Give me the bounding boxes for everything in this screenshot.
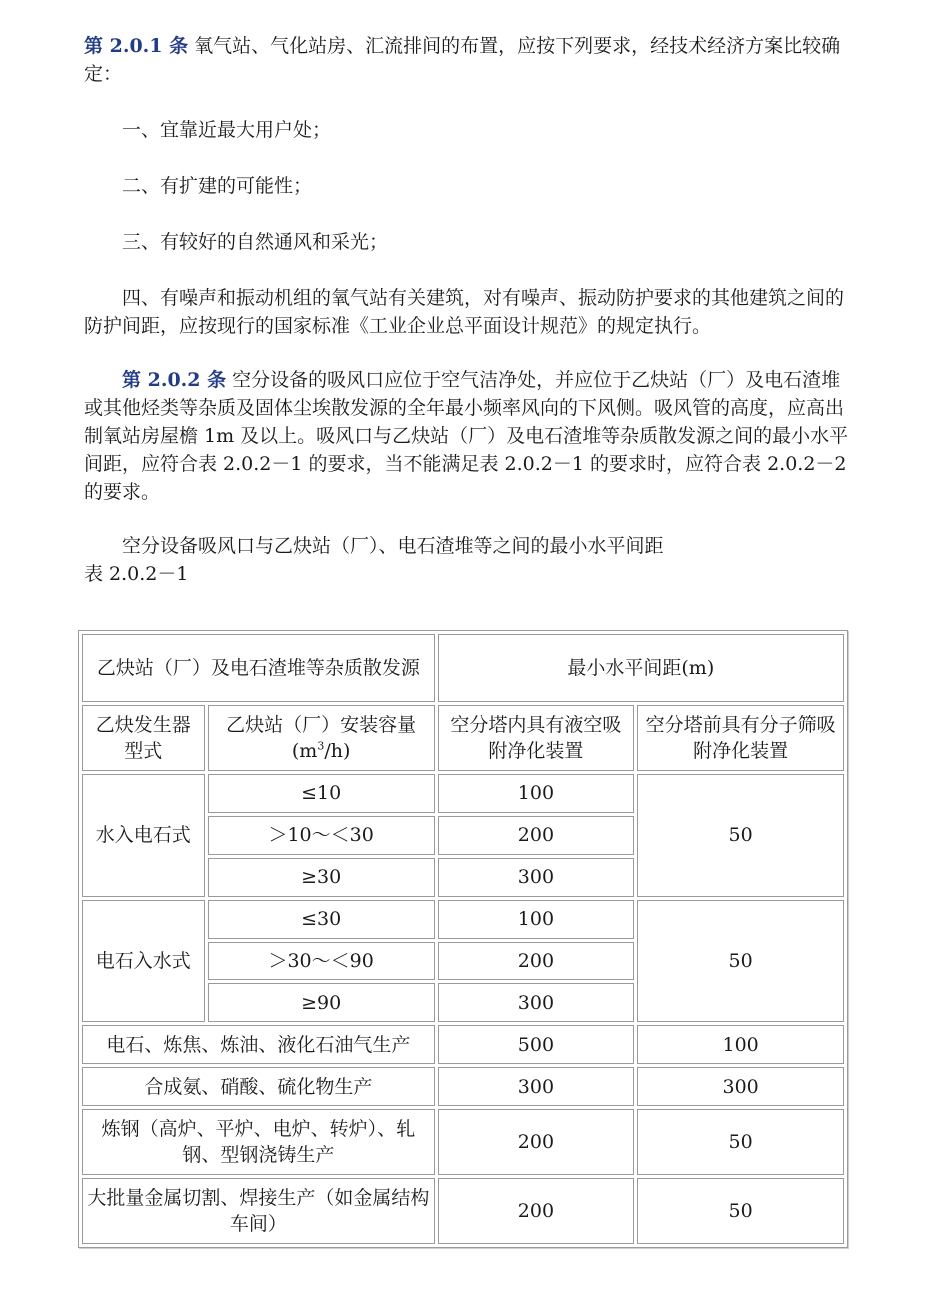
cell-capacity: ≥90 <box>208 983 435 1022</box>
table-row <box>82 1025 844 1064</box>
spacing-table <box>78 630 848 1248</box>
capacity-unit: $(m^3/h)$ <box>291 739 351 762</box>
table-row <box>82 1178 844 1244</box>
cell-sieve: 300 <box>637 1067 844 1106</box>
table-row <box>82 1067 844 1106</box>
header-source: 乙炔站（厂）及电石渣堆等杂质散发源 <box>82 634 435 702</box>
cell-sieve: 50 <box>637 1109 844 1175</box>
header-distance: 最小水平间距(m) <box>438 634 844 702</box>
cell-capacity: ≤30 <box>208 900 435 939</box>
cell-source: 大批量金属切割、焊接生产（如金属结构车间） <box>82 1178 435 1244</box>
clause-2-0-1 <box>84 32 852 88</box>
list-item: 四、有噪声和振动机组的氧气站有关建筑，对有噪声、振动防护要求的其他建筑之间的防护间距，应按现行的国家标准《工业企业总平面设计规范》的规定执行。 <box>84 287 845 337</box>
cell-sieve: 50 <box>637 900 844 1023</box>
table-number: 表 2.0.2－1 <box>84 563 189 585</box>
cell-liquid: 100 <box>438 774 635 813</box>
table-caption: 空分设备吸风口与乙炔站（厂）、电石渣堆等之间的最小水平间距 <box>122 535 664 557</box>
table-row <box>82 900 844 939</box>
cell-sieve: 100 <box>637 1025 844 1064</box>
cell-sieve: 50 <box>637 774 844 897</box>
document-body <box>84 32 852 588</box>
cell-type: 电石入水式 <box>82 900 205 1023</box>
cell-liquid: 300 <box>438 858 635 897</box>
list-item: 二、有扩建的可能性； <box>122 175 313 197</box>
cell-capacity: ＞10～＜30 <box>208 816 435 855</box>
cell-liquid: 100 <box>438 900 635 939</box>
cell-sieve: 50 <box>637 1178 844 1244</box>
clause-2-0-2 <box>84 366 852 506</box>
cell-liquid: 300 <box>438 983 635 1022</box>
clause-number: 第 2.0.1 条 <box>84 35 189 57</box>
list-item: 三、有较好的自然通风和采光； <box>122 231 389 253</box>
header-capacity <box>208 705 435 771</box>
capacity-label: 乙炔站（厂）安装容量 <box>226 714 417 736</box>
cell-liquid: 200 <box>438 1178 635 1244</box>
table-row <box>82 774 844 813</box>
cell-liquid: 200 <box>438 1109 635 1175</box>
cell-capacity: ≥30 <box>208 858 435 897</box>
cell-capacity: ＞30～＜90 <box>208 942 435 981</box>
cell-liquid: 200 <box>438 816 635 855</box>
cell-liquid: 300 <box>438 1067 635 1106</box>
cell-source: 炼钢（高炉、平炉、电炉、转炉）、轧钢、型钢浇铸生产 <box>82 1109 435 1175</box>
table-row <box>82 1109 844 1175</box>
cell-source: 合成氨、硝酸、硫化物生产 <box>82 1067 435 1106</box>
cell-capacity: ≤10 <box>208 774 435 813</box>
cell-liquid: 200 <box>438 942 635 981</box>
cell-type: 水入电石式 <box>82 774 205 897</box>
header-liquid: 空分塔内具有液空吸附净化装置 <box>438 705 635 771</box>
table-header-row <box>82 634 844 702</box>
cell-liquid: 500 <box>438 1025 635 1064</box>
clause-number: 第 2.0.2 条 <box>122 369 227 391</box>
header-type: 乙炔发生器型式 <box>82 705 205 771</box>
list-item: 一、宜靠近最大用户处； <box>122 119 332 141</box>
table-subheader-row <box>82 705 844 771</box>
header-sieve: 空分塔前具有分子筛吸附净化装置 <box>637 705 844 771</box>
clause-text: 空分设备的吸风口应位于空气洁净处，并应位于乙炔站（厂）及电石渣堆或其他烃类等杂质及固体尘埃散发源的全年最小频率风向的下风侧。吸风管的高度，应高出制氧站房屋檐 1m 及以上。吸风口与乙炔站（厂）及电石渣堆等杂质散发源之间的最小水平间距，应符合表 2.0.2－1 的要求，当不能满足表 2.0.2－1 的要求时，应符合表 2.0.2－2 的要求。 <box>84 369 849 503</box>
cell-source: 电石、炼焦、炼油、液化石油气生产 <box>82 1025 435 1064</box>
clause-text: 氧气站、气化站房、汇流排间的布置，应按下列要求，经技术经济方案比较确定： <box>84 35 841 85</box>
